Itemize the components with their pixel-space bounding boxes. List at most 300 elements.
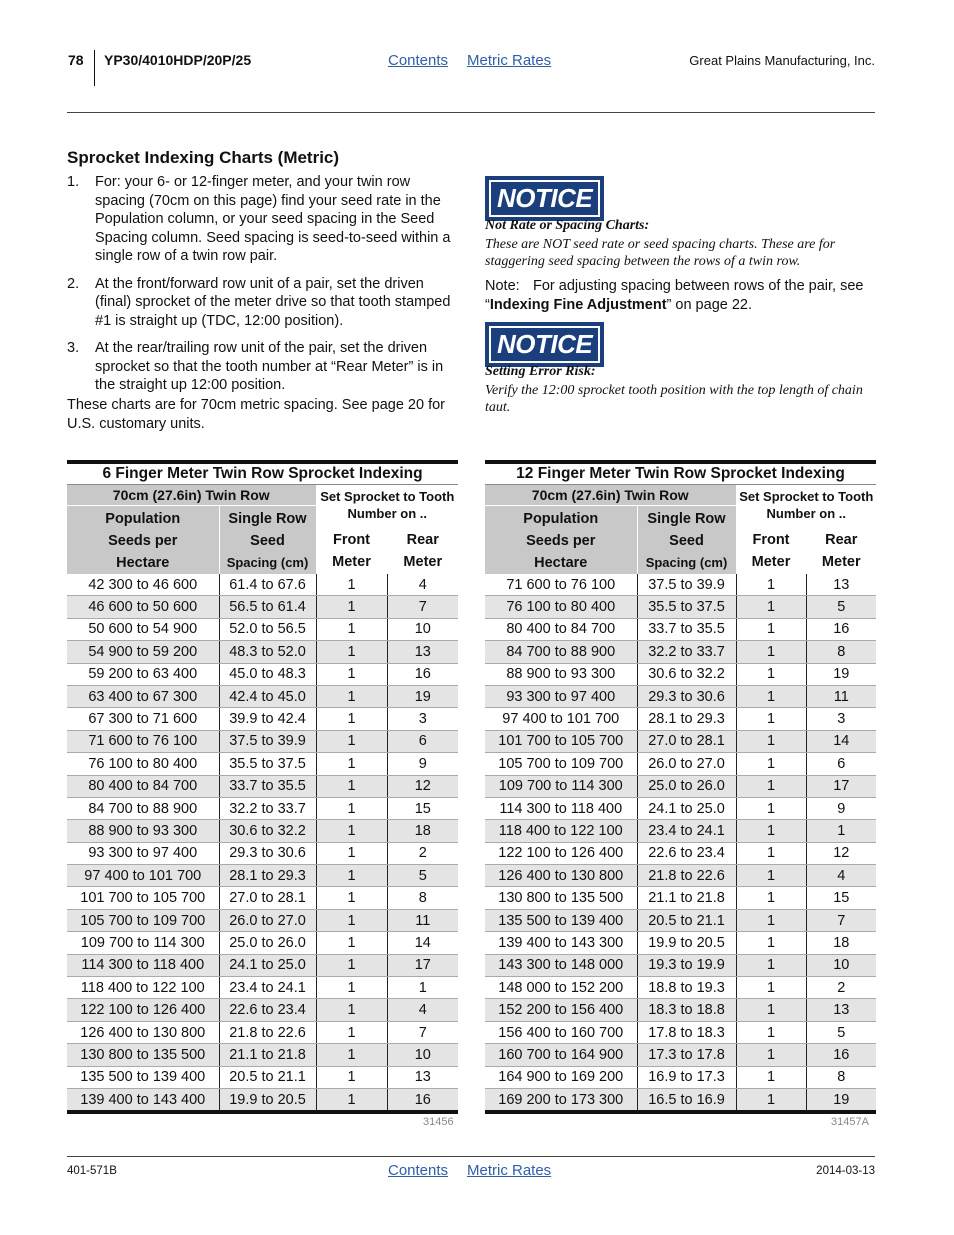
front-meter-cell: 1 (316, 574, 387, 596)
header-line: Meter (332, 554, 371, 570)
front-meter-cell: 1 (316, 663, 387, 685)
spacing-cell: 23.4 to 24.1 (637, 820, 736, 842)
header-divider (94, 50, 95, 86)
spacing-cell: 37.5 to 39.9 (637, 574, 736, 596)
population-cell: 118 400 to 122 100 (485, 820, 637, 842)
spacing-cell: 17.3 to 17.8 (637, 1044, 736, 1066)
spacing-cell: 16.5 to 16.9 (637, 1088, 736, 1112)
notice-label: NOTICE (489, 180, 600, 217)
rear-meter-cell: 16 (387, 663, 458, 685)
front-meter-cell: 1 (736, 1021, 806, 1043)
spacing-cell: 28.1 to 29.3 (219, 865, 316, 887)
table-row (485, 641, 876, 663)
spacing-cell: 30.6 to 32.2 (219, 820, 316, 842)
population-cell: 80 400 to 84 700 (67, 775, 219, 797)
header-line: Spacing (cm) (645, 555, 728, 570)
front-meter-cell: 1 (316, 1021, 387, 1043)
table-row (67, 753, 458, 775)
table-row (67, 954, 458, 976)
front-meter-cell: 1 (736, 1088, 806, 1112)
population-cell: 88 900 to 93 300 (67, 820, 219, 842)
header-line: Seeds per (108, 533, 178, 549)
header-line: Front (752, 532, 790, 548)
note-label: Note: (485, 278, 520, 294)
population-cell: 101 700 to 105 700 (485, 730, 637, 752)
table-row (67, 775, 458, 797)
population-cell: 114 300 to 118 400 (67, 954, 219, 976)
population-cell: 135 500 to 139 400 (485, 909, 637, 931)
header-line: Seed (250, 533, 285, 549)
document-date: 2014-03-13 (816, 1165, 875, 1177)
six-finger-table (67, 460, 458, 1114)
step-text: At the rear/trailing row unit of the pair, set the driven sprocket so that the tooth number at “Rear Meter” is in the straight up 12:00 position. (95, 340, 444, 393)
population-cell: 105 700 to 109 700 (485, 753, 637, 775)
population-cell: 118 400 to 122 100 (67, 977, 219, 999)
table-row (67, 685, 458, 707)
population-header (485, 506, 637, 575)
population-cell: 46 600 to 50 600 (67, 596, 219, 618)
population-cell: 156 400 to 160 700 (485, 1021, 637, 1043)
header-line: Single Row (647, 511, 726, 527)
notice-body: These are NOT seed rate or seed spacing charts. These are for staggering seed spacing between the rows of a twin row. (485, 237, 836, 269)
spacing-cell: 48.3 to 52.0 (219, 641, 316, 663)
header-line: Spacing (cm) (226, 555, 309, 570)
rear-meter-cell: 13 (806, 999, 876, 1021)
company-name: Great Plains Manufacturing, Inc. (689, 53, 875, 68)
front-meter-cell: 1 (316, 1088, 387, 1112)
front-meter-cell: 1 (316, 708, 387, 730)
note-text-before: For adjusting spacing between rows of the pair, see “ (485, 278, 864, 313)
rear-meter-cell: 8 (806, 641, 876, 663)
spacing-cell: 16.9 to 17.3 (637, 1066, 736, 1088)
front-meter-cell: 1 (316, 685, 387, 707)
note-bold-link: Indexing Fine Adjustment (489, 296, 667, 313)
spacing-cell: 35.5 to 37.5 (219, 753, 316, 775)
rear-meter-cell: 4 (387, 999, 458, 1021)
table-row (485, 596, 876, 618)
front-meter-cell: 1 (736, 574, 806, 596)
rear-meter-cell: 5 (806, 596, 876, 618)
rear-meter-cell: 13 (387, 641, 458, 663)
population-cell: 169 200 to 173 300 (485, 1088, 637, 1112)
spacing-cell: 52.0 to 56.5 (219, 618, 316, 640)
front-meter-cell: 1 (316, 887, 387, 909)
population-cell: 130 800 to 135 500 (485, 887, 637, 909)
notice-heading: Setting Error Risk: (485, 364, 596, 379)
table-row (485, 1044, 876, 1066)
spacing-cell: 21.1 to 21.8 (219, 1044, 316, 1066)
rear-meter-cell: 2 (387, 842, 458, 864)
spacing-cell: 21.8 to 22.6 (219, 1021, 316, 1043)
set-sprocket-header (736, 485, 876, 524)
front-meter-cell: 1 (316, 618, 387, 640)
spacing-cell: 26.0 to 27.0 (637, 753, 736, 775)
spacing-cell: 22.6 to 23.4 (637, 842, 736, 864)
population-cell: 59 200 to 63 400 (67, 663, 219, 685)
population-cell: 164 900 to 169 200 (485, 1066, 637, 1088)
rear-meter-cell: 9 (806, 797, 876, 819)
steps-list (67, 173, 457, 404)
step-number: 1. (67, 174, 80, 190)
rear-meter-cell: 8 (387, 887, 458, 909)
notice-heading: Not Rate or Spacing Charts: (485, 218, 650, 233)
spacing-cell: 17.8 to 18.3 (637, 1021, 736, 1043)
spacing-cell: 33.7 to 35.5 (637, 618, 736, 640)
table-row (67, 730, 458, 752)
front-meter-cell: 1 (736, 730, 806, 752)
table-row (485, 753, 876, 775)
table-row (67, 820, 458, 842)
population-cell: 126 400 to 130 800 (67, 1021, 219, 1043)
population-cell: 160 700 to 164 900 (485, 1044, 637, 1066)
rear-meter-cell: 18 (806, 932, 876, 954)
population-cell: 109 700 to 114 300 (67, 932, 219, 954)
table-row (67, 596, 458, 618)
table-row (67, 1088, 458, 1112)
table-row (485, 909, 876, 931)
front-meter-cell: 1 (316, 797, 387, 819)
front-meter-cell: 1 (316, 999, 387, 1021)
header-line: Seed (669, 533, 704, 549)
table-title: 6 Finger Meter Twin Row Sprocket Indexing (67, 462, 458, 485)
table-row (485, 574, 876, 596)
table-row (67, 999, 458, 1021)
population-cell: 80 400 to 84 700 (485, 618, 637, 640)
rear-meter-cell: 15 (806, 887, 876, 909)
rear-meter-cell: 16 (806, 1044, 876, 1066)
step-number: 2. (67, 275, 80, 292)
front-meter-cell: 1 (316, 753, 387, 775)
set-sprocket-label: Set Sprocket to Tooth Number on .. (739, 489, 874, 521)
contents-link[interactable]: Contents (388, 52, 449, 69)
rear-meter-cell: 19 (806, 1088, 876, 1112)
rear-meter-cell: 13 (806, 574, 876, 596)
spacing-cell: 30.6 to 32.2 (637, 663, 736, 685)
document-code: 401-571B (67, 1165, 117, 1177)
population-cell: 143 300 to 148 000 (485, 954, 637, 976)
footer-rule (67, 1156, 875, 1157)
step-text: At the front/forward row unit of a pair, set the driven (final) sprocket of the meter drive so that tooth stamped #1 is straight up (TDC, 12:00 position). (95, 275, 451, 329)
front-meter-cell: 1 (316, 820, 387, 842)
table-row (67, 708, 458, 730)
rear-meter-cell: 3 (806, 708, 876, 730)
header-line: Rear (406, 532, 439, 548)
table-row (485, 865, 876, 887)
table-row (485, 797, 876, 819)
population-cell: 50 600 to 54 900 (67, 618, 219, 640)
population-cell: 122 100 to 126 400 (485, 842, 637, 864)
front-meter-cell: 1 (316, 1044, 387, 1066)
section-title: Sprocket Indexing Charts (Metric) (67, 148, 340, 167)
population-cell: 42 300 to 46 600 (67, 574, 219, 596)
front-meter-cell: 1 (736, 775, 806, 797)
front-meter-cell: 1 (316, 730, 387, 752)
front-meter-cell: 1 (736, 977, 806, 999)
page-number: 78 (68, 52, 84, 68)
spacing-cell: 19.9 to 20.5 (219, 1088, 316, 1112)
front-meter-cell: 1 (736, 753, 806, 775)
population-cell: 88 900 to 93 300 (485, 663, 637, 685)
table-row (485, 663, 876, 685)
spacing-cell: 42.4 to 45.0 (219, 685, 316, 707)
front-meter-cell: 1 (736, 708, 806, 730)
rear-meter-cell: 11 (387, 909, 458, 931)
rear-meter-cell: 14 (387, 932, 458, 954)
rear-meter-cell: 16 (806, 618, 876, 640)
population-cell: 93 300 to 97 400 (485, 685, 637, 707)
table-row (485, 820, 876, 842)
header-line: Rear (825, 532, 858, 548)
population-cell: 97 400 to 101 700 (67, 865, 219, 887)
table-row (67, 887, 458, 909)
front-meter-cell: 1 (736, 865, 806, 887)
rear-meter-cell: 8 (806, 1066, 876, 1088)
list-item (67, 173, 457, 266)
rear-meter-cell: 2 (806, 977, 876, 999)
spacing-cell: 21.1 to 21.8 (637, 887, 736, 909)
population-cell: 71 600 to 76 100 (67, 730, 219, 752)
spacing-cell: 18.8 to 19.3 (637, 977, 736, 999)
spacing-cell: 24.1 to 25.0 (637, 797, 736, 819)
front-meter-cell: 1 (736, 842, 806, 864)
list-item (67, 339, 457, 395)
front-meter-cell: 1 (736, 596, 806, 618)
spacing-cell: 56.5 to 61.4 (219, 596, 316, 618)
header-line: Hectare (116, 555, 170, 571)
header-line: Meter (403, 554, 443, 570)
rear-meter-cell: 6 (806, 753, 876, 775)
note-text-after: ” on page 22. (666, 296, 753, 313)
table-row (67, 574, 458, 596)
contents-link[interactable]: Contents (388, 1162, 449, 1179)
rear-meter-cell: 7 (806, 909, 876, 931)
front-meter-cell: 1 (736, 954, 806, 976)
spacing-cell: 20.5 to 21.1 (219, 1066, 316, 1088)
rear-meter-cell: 17 (806, 775, 876, 797)
spacing-cell: 39.9 to 42.4 (219, 708, 316, 730)
table-row (485, 685, 876, 707)
rear-meter-cell: 17 (387, 954, 458, 976)
front-meter-cell: 1 (736, 797, 806, 819)
front-meter-cell: 1 (736, 909, 806, 931)
table-row (67, 977, 458, 999)
header-line: Front (332, 532, 371, 548)
notice-badge (485, 176, 604, 221)
spacing-cell: 45.0 to 48.3 (219, 663, 316, 685)
population-cell: 130 800 to 135 500 (67, 1044, 219, 1066)
population-cell: 114 300 to 118 400 (485, 797, 637, 819)
rear-meter-cell: 3 (387, 708, 458, 730)
spacing-cell: 32.2 to 33.7 (219, 797, 316, 819)
population-cell: 139 400 to 143 400 (67, 1088, 219, 1112)
table-row (485, 1088, 876, 1112)
seed-spacing-header (219, 506, 316, 575)
rear-meter-cell: 5 (387, 865, 458, 887)
table-row (485, 977, 876, 999)
rear-meter-cell: 16 (387, 1088, 458, 1112)
front-meter-cell: 1 (316, 909, 387, 931)
front-meter-cell: 1 (736, 820, 806, 842)
rear-meter-cell: 19 (387, 685, 458, 707)
population-cell: 122 100 to 126 400 (67, 999, 219, 1021)
table-row (67, 865, 458, 887)
intro-note: These charts are for 70cm metric spacing. See page 20 for U.S. customary units. (67, 397, 445, 432)
table-row (485, 775, 876, 797)
spacing-cell: 29.3 to 30.6 (219, 842, 316, 864)
front-meter-header (736, 524, 806, 574)
table-subtitle: 70cm (27.6in) Twin Row (67, 485, 316, 506)
rear-meter-cell: 10 (387, 618, 458, 640)
population-cell: 152 200 to 156 400 (485, 999, 637, 1021)
spacing-cell: 37.5 to 39.9 (219, 730, 316, 752)
population-header (67, 506, 219, 575)
table-row (67, 641, 458, 663)
header-line: Population (105, 511, 181, 527)
header-line: Hectare (534, 555, 588, 571)
population-cell: 84 700 to 88 900 (67, 797, 219, 819)
spacing-cell: 19.3 to 19.9 (637, 954, 736, 976)
rear-meter-cell: 11 (806, 685, 876, 707)
table-row (67, 909, 458, 931)
front-meter-cell: 1 (316, 641, 387, 663)
metric-rates-link[interactable]: Metric Rates (467, 1162, 552, 1179)
model-title: YP30/4010HDP/20P/25 (104, 52, 252, 68)
rear-meter-cell: 15 (387, 797, 458, 819)
front-meter-cell: 1 (316, 932, 387, 954)
notice-badge (485, 322, 604, 367)
population-cell: 135 500 to 139 400 (67, 1066, 219, 1088)
header-line: Meter (821, 554, 861, 570)
spacing-cell: 28.1 to 29.3 (637, 708, 736, 730)
rear-meter-cell: 7 (387, 596, 458, 618)
spacing-cell: 18.3 to 18.8 (637, 999, 736, 1021)
population-cell: 76 100 to 80 400 (485, 596, 637, 618)
front-meter-cell: 1 (316, 865, 387, 887)
table-row (67, 1066, 458, 1088)
front-meter-cell: 1 (316, 954, 387, 976)
population-cell: 54 900 to 59 200 (67, 641, 219, 663)
rear-meter-cell: 12 (806, 842, 876, 864)
front-meter-cell: 1 (736, 685, 806, 707)
table-row (485, 842, 876, 864)
spacing-cell: 25.0 to 26.0 (637, 775, 736, 797)
notice-body: Verify the 12:00 sprocket tooth position with the top length of chain taut. (485, 383, 863, 415)
population-cell: 93 300 to 97 400 (67, 842, 219, 864)
step-text: For: your 6- or 12-finger meter, and your twin row spacing (70cm on this page) find your seed rate in the Population column, or your seed spacing in the Seed Spacing column. Seed spacing is seed-to-seed within a single row of a twin row pair. (95, 174, 451, 264)
front-meter-cell: 1 (736, 618, 806, 640)
spacing-cell: 29.3 to 30.6 (637, 685, 736, 707)
table-row (67, 842, 458, 864)
spacing-cell: 21.8 to 22.6 (637, 865, 736, 887)
front-meter-cell: 1 (316, 1066, 387, 1088)
spacing-cell: 25.0 to 26.0 (219, 932, 316, 954)
front-meter-cell: 1 (736, 1066, 806, 1088)
population-cell: 109 700 to 114 300 (485, 775, 637, 797)
population-cell: 67 300 to 71 600 (67, 708, 219, 730)
population-cell: 126 400 to 130 800 (485, 865, 637, 887)
metric-rates-link[interactable]: Metric Rates (467, 52, 552, 69)
front-meter-cell: 1 (736, 999, 806, 1021)
spacing-cell: 24.1 to 25.0 (219, 954, 316, 976)
rear-meter-cell: 4 (806, 865, 876, 887)
seed-spacing-header (637, 506, 736, 575)
list-item (67, 275, 457, 331)
population-cell: 76 100 to 80 400 (67, 753, 219, 775)
rear-meter-cell: 7 (387, 1021, 458, 1043)
rear-meter-cell: 10 (806, 954, 876, 976)
front-meter-cell: 1 (316, 775, 387, 797)
spacing-cell: 32.2 to 33.7 (637, 641, 736, 663)
population-cell: 84 700 to 88 900 (485, 641, 637, 663)
table-row (485, 1021, 876, 1043)
spacing-cell: 23.4 to 24.1 (219, 977, 316, 999)
notice-label: NOTICE (489, 326, 600, 363)
table-title: 12 Finger Meter Twin Row Sprocket Indexing (485, 462, 876, 485)
table-row (67, 1044, 458, 1066)
front-meter-header (316, 524, 387, 574)
header-line: Single Row (228, 511, 307, 527)
front-meter-cell: 1 (316, 977, 387, 999)
spacing-cell: 27.0 to 28.1 (219, 887, 316, 909)
note (485, 277, 880, 314)
table-row (67, 663, 458, 685)
front-meter-cell: 1 (736, 641, 806, 663)
table-row (485, 887, 876, 909)
rear-meter-cell: 14 (806, 730, 876, 752)
population-cell: 63 400 to 67 300 (67, 685, 219, 707)
rear-meter-header (806, 524, 876, 574)
table-subtitle: 70cm (27.6in) Twin Row (485, 485, 736, 506)
figure-number: 31456 (423, 1116, 454, 1128)
rear-meter-cell: 9 (387, 753, 458, 775)
population-cell: 97 400 to 101 700 (485, 708, 637, 730)
front-meter-cell: 1 (736, 887, 806, 909)
rear-meter-cell: 10 (387, 1044, 458, 1066)
population-cell: 105 700 to 109 700 (67, 909, 219, 931)
rear-meter-cell: 12 (387, 775, 458, 797)
front-meter-cell: 1 (316, 842, 387, 864)
population-cell: 139 400 to 143 300 (485, 932, 637, 954)
header-line: Seeds per (526, 533, 596, 549)
table-row (485, 618, 876, 640)
figure-number: 31457A (831, 1116, 869, 1128)
table-row (485, 1066, 876, 1088)
rear-meter-cell: 1 (387, 977, 458, 999)
table-row (485, 708, 876, 730)
step-number: 3. (67, 340, 80, 356)
header-line: Population (523, 511, 599, 527)
front-meter-cell: 1 (316, 596, 387, 618)
table-row (67, 932, 458, 954)
population-cell: 148 000 to 152 200 (485, 977, 637, 999)
table-row (67, 797, 458, 819)
header-line: Meter (751, 554, 791, 570)
set-sprocket-header (316, 485, 458, 524)
table-row (67, 1021, 458, 1043)
spacing-cell: 33.7 to 35.5 (219, 775, 316, 797)
spacing-cell: 27.0 to 28.1 (637, 730, 736, 752)
rear-meter-cell: 18 (387, 820, 458, 842)
spacing-cell: 20.5 to 21.1 (637, 909, 736, 931)
rear-meter-cell: 1 (806, 820, 876, 842)
spacing-cell: 35.5 to 37.5 (637, 596, 736, 618)
table-row (485, 730, 876, 752)
rear-meter-cell: 6 (387, 730, 458, 752)
table-row (485, 954, 876, 976)
table-row (485, 932, 876, 954)
population-cell: 101 700 to 105 700 (67, 887, 219, 909)
twelve-finger-table (485, 460, 876, 1114)
